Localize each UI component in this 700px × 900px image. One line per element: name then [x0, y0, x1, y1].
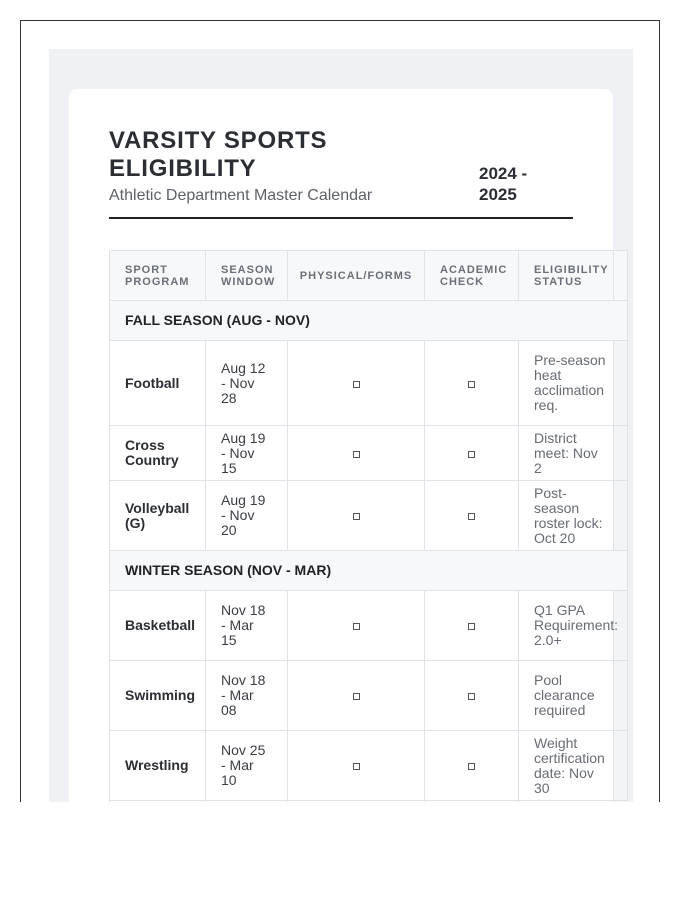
document-subtitle: Athletic Department Master Calendar: [109, 187, 373, 204]
sport-name: Volleyball (G): [110, 481, 206, 551]
sport-name: Football: [110, 341, 206, 426]
season-window: Nov 18 - Mar 15: [206, 591, 288, 661]
academic-check-cell: [425, 591, 519, 661]
academic-check-checkbox[interactable]: [468, 451, 475, 458]
season-window: Nov 18 - Mar 08: [206, 661, 288, 731]
eligibility-table: [109, 250, 628, 802]
table-header-row: [110, 251, 628, 301]
column-header-academic: ACADEMIC CHECK: [425, 251, 519, 301]
physical-forms-checkbox[interactable]: [353, 623, 360, 630]
physical-forms-checkbox[interactable]: [353, 513, 360, 520]
page-frame: [20, 20, 660, 802]
table-row: [110, 731, 628, 801]
table-row: [110, 661, 628, 731]
physical-forms-cell: [288, 341, 425, 426]
eligibility-status: District meet: Nov 2: [519, 426, 614, 481]
physical-forms-cell: [288, 731, 425, 801]
season-label: FALL SEASON (AUG - NOV): [110, 301, 628, 341]
row-edge: [614, 801, 628, 803]
academic-check-cell: [425, 731, 519, 801]
table-row: [110, 481, 628, 551]
empty-cell: [519, 801, 614, 803]
academic-check-checkbox[interactable]: [468, 623, 475, 630]
academic-check-checkbox[interactable]: [468, 381, 475, 388]
page-background: [49, 49, 633, 802]
physical-forms-checkbox[interactable]: [353, 693, 360, 700]
table-row-overflow: [110, 801, 628, 803]
season-window: Nov 25 - Mar 10: [206, 731, 288, 801]
row-edge: [614, 731, 628, 801]
eligibility-status: Pool clearance required: [519, 661, 614, 731]
sport-name: Cross Country: [110, 426, 206, 481]
physical-forms-cell: [288, 661, 425, 731]
season-window: Aug 19 - Nov 15: [206, 426, 288, 481]
row-edge: [614, 661, 628, 731]
academic-check-cell: [425, 341, 519, 426]
column-header-physical: PHYSICAL/FORMS: [288, 251, 425, 301]
row-edge: [614, 481, 628, 551]
eligibility-status: Post-season roster lock: Oct 20: [519, 481, 614, 551]
row-edge: [614, 426, 628, 481]
physical-forms-checkbox[interactable]: [353, 763, 360, 770]
sport-name: Basketball: [110, 591, 206, 661]
row-edge: [614, 341, 628, 426]
empty-cell: [206, 801, 288, 803]
academic-check-checkbox[interactable]: [468, 513, 475, 520]
document-header: [109, 127, 573, 219]
eligibility-status: Weight certification date: Nov 30: [519, 731, 614, 801]
column-header-edge: [614, 251, 628, 301]
academic-check-cell: [425, 426, 519, 481]
table-row: [110, 591, 628, 661]
season-section-row: [110, 301, 628, 341]
academic-check-checkbox[interactable]: [468, 763, 475, 770]
physical-forms-checkbox[interactable]: [353, 381, 360, 388]
table-row: [110, 341, 628, 426]
table-row: [110, 426, 628, 481]
season-section-row: [110, 551, 628, 591]
academic-check-checkbox[interactable]: [468, 693, 475, 700]
physical-forms-cell: [288, 426, 425, 481]
empty-cell: [425, 801, 519, 803]
sport-name: Swimming: [110, 661, 206, 731]
column-header-sport: SPORT PROGRAM: [110, 251, 206, 301]
empty-cell: [288, 801, 425, 803]
physical-forms-cell: [288, 481, 425, 551]
empty-cell: [110, 801, 206, 803]
eligibility-status: Q1 GPA Requirement: 2.0+: [519, 591, 614, 661]
academic-check-cell: [425, 481, 519, 551]
column-header-status: ELIGIBILITY STATUS: [519, 251, 614, 301]
season-label: WINTER SEASON (NOV - MAR): [110, 551, 628, 591]
eligibility-status: Pre-season heat acclimation req.: [519, 341, 614, 426]
school-year: 2024 - 2025: [479, 164, 528, 204]
document-card: [69, 89, 619, 802]
sport-name: Wrestling: [110, 731, 206, 801]
season-window: Aug 12 - Nov 28: [206, 341, 288, 426]
physical-forms-checkbox[interactable]: [353, 451, 360, 458]
season-window: Aug 19 - Nov 20: [206, 481, 288, 551]
column-header-window: SEASON WINDOW: [206, 251, 288, 301]
academic-check-cell: [425, 661, 519, 731]
document-title: VARSITY SPORTS ELIGIBILITY: [109, 127, 328, 182]
physical-forms-cell: [288, 591, 425, 661]
